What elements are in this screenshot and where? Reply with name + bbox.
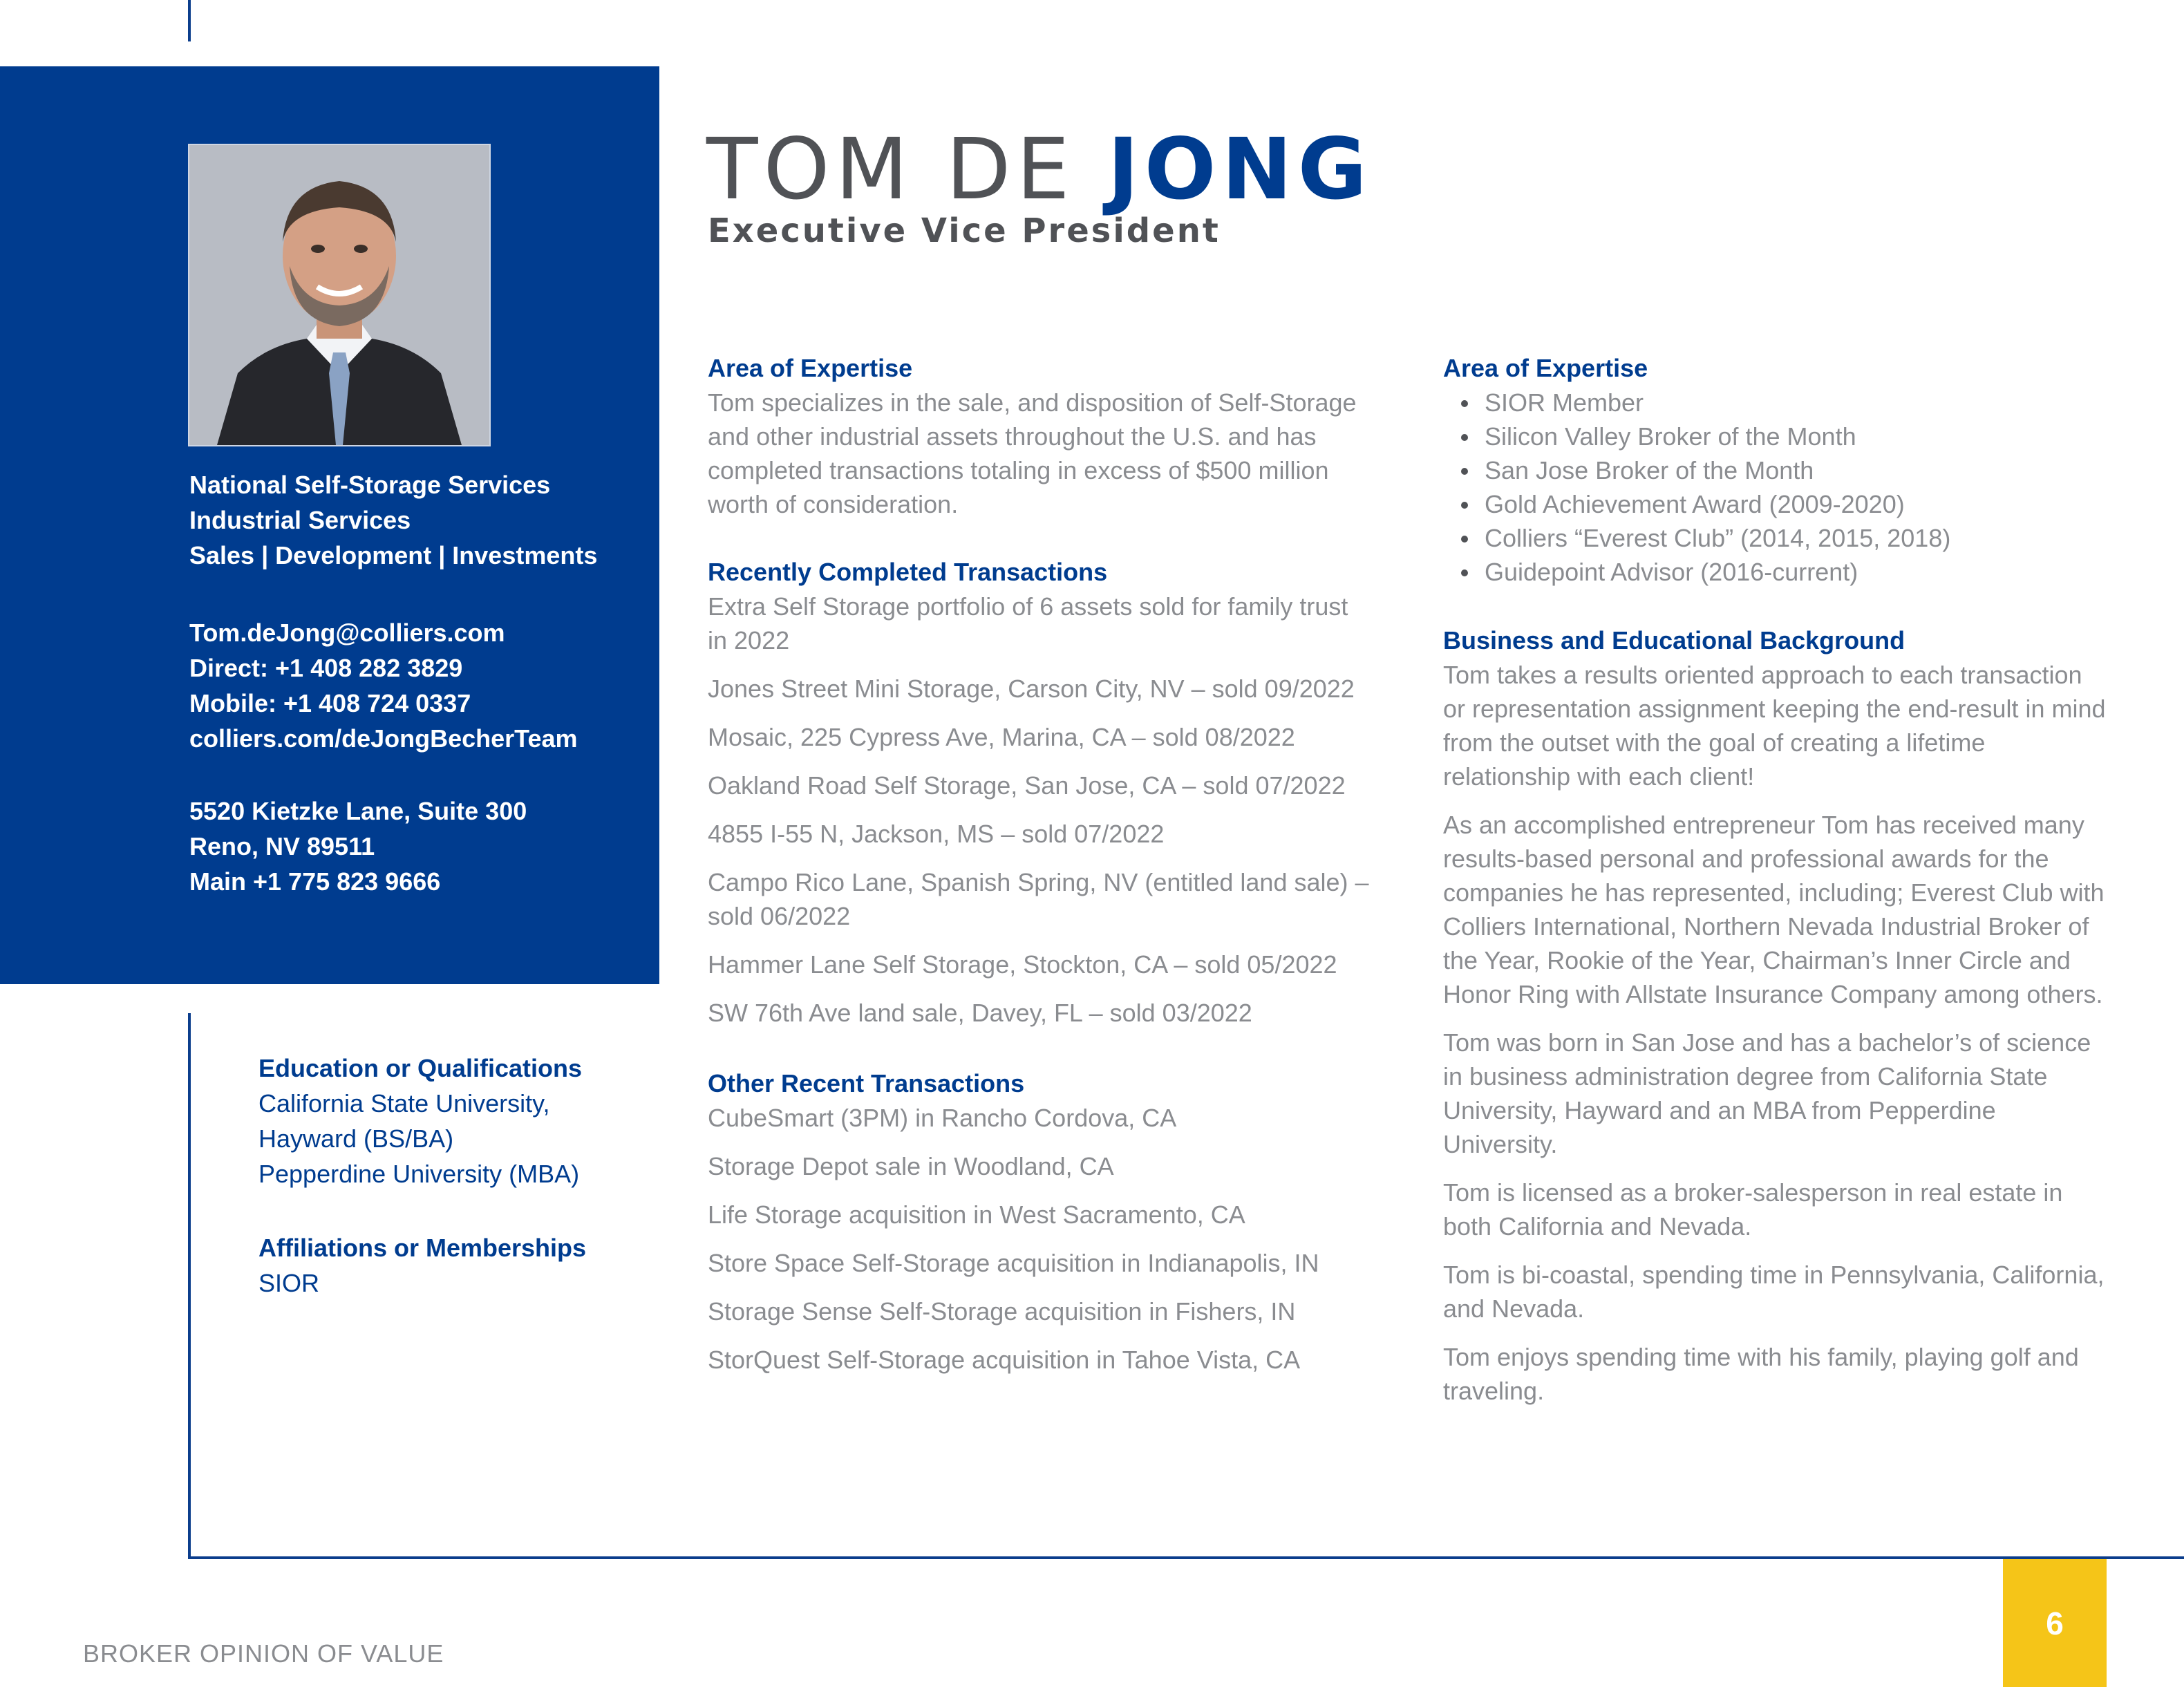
main-phone: Main +1 775 823 9666 [189,867,441,896]
background-paragraph: Tom is bi-coastal, spending time in Pennsylvania, California, and Nevada. [1443,1261,2105,1323]
section-heading: Area of Expertise [1443,354,1648,382]
bullet-item: San Jose Broker of the Month [1443,453,2107,487]
direct-phone: Direct: +1 408 282 3829 [189,654,463,682]
bullet-item: Silicon Valley Broker of the Month [1443,420,2107,453]
service-line: National Self-Storage Services [189,471,551,499]
bullet-item: Guidepoint Advisor (2016-current) [1443,555,2107,589]
bullet-item: Colliers “Everest Club” (2014, 2015, 2018) [1443,521,2107,555]
mobile-phone: Mobile: +1 408 724 0337 [189,689,471,717]
list-item: Storage Sense Self-Storage acquisition in Fishers, IN [708,1297,1296,1326]
email-link[interactable]: Tom.deJong@colliers.com [189,619,505,647]
section-heading: Other Recent Transactions [708,1069,1025,1097]
list-item: Hammer Lane Self Storage, Stockton, CA – sold 05/2022 [708,950,1337,979]
services-block [189,467,597,573]
background-paragraph: Tom was born in San Jose and has a bachelor’s of science in business administration degree from California State University, Hayward and an MBA from Pepperdine University. [1443,1028,2091,1158]
address-block [189,793,527,899]
background-paragraph: Tom takes a results oriented approach to each transaction or representation assignment keeping the end-result in mind from the outset with the goal of creating a lifetime relationship with each client! [1443,661,2106,791]
list-item: Jones Street Mini Storage, Carson City, NV – sold 09/2022 [708,675,1355,703]
expertise-left-section [708,351,1371,521]
service-line: Sales | Development | Investments [189,541,598,569]
service-line: Industrial Services [189,506,411,534]
affiliations-heading: Affiliations or Memberships [258,1234,587,1262]
list-item: Store Space Self-Storage acquisition in Indianapolis, IN [708,1249,1319,1277]
website-link[interactable]: colliers.com/deJongBecherTeam [189,724,578,753]
section-heading: Business and Educational Background [1443,626,1905,654]
address-line: Reno, NV 89511 [189,832,375,860]
background-paragraph: Tom is licensed as a broker-salesperson in real estate in both California and Nevada. [1443,1178,2063,1241]
section-heading: Recently Completed Transactions [708,558,1108,586]
education-line: Pepperdine University (MBA) [258,1160,580,1188]
list-item: Life Storage acquisition in West Sacramento, CA [708,1200,1245,1229]
list-item: Extra Self Storage portfolio of 6 assets sold for family trust in 2022 [708,592,1348,654]
background-paragraph: Tom enjoys spending time with his family, playing golf and traveling. [1443,1343,2079,1405]
background-section [1443,623,2107,1408]
recent-transactions-section [708,555,1371,1030]
list-item: StorQuest Self-Storage acquisition in Tahoe Vista, CA [708,1346,1301,1374]
affiliation-line: SIOR [258,1269,320,1297]
job-title: Executive Vice President [708,211,1221,250]
education-heading: Education or Qualifications [258,1054,583,1082]
expertise-text: Tom specializes in the sale, and disposition of Self-Storage and other industrial assets throughout the U.S. and has completed transactions totaling in excess of $500 million worth of consideration. [708,388,1357,518]
person-portrait-icon [189,145,489,445]
education-line: Hayward (BS/BA) [258,1124,454,1153]
list-item: Oakland Road Self Storage, San Jose, CA – sold 07/2022 [708,771,1346,800]
contact-block [189,615,578,756]
person-name [706,120,1373,218]
list-item: 4855 I-55 N, Jackson, MS – sold 07/2022 [708,820,1165,848]
page-number: 6 [2003,1559,2107,1687]
frame-line-top [188,0,191,41]
education-line: California State University, [258,1089,550,1118]
background-paragraph: As an accomplished entrepreneur Tom has received many results-based personal and professional awards for the companies he has represented, including; Everest Club with Colliers International, Northern Nevada Industrial Broker of the Year, Rookie of the Year, Chairman’s Inner Circle and Honor Ring with Allstate Insurance Company among others. [1443,811,2105,1008]
list-item: SW 76th Ave land sale, Davey, FL – sold 03/2022 [708,999,1252,1027]
frame-line-left [188,1013,191,1559]
expertise-list [1443,386,2107,589]
address-line: 5520 Kietzke Lane, Suite 300 [189,797,527,825]
list-item: Mosaic, 225 Cypress Ave, Marina, CA – sold 08/2022 [708,723,1295,751]
other-transactions-section [708,1066,1371,1377]
list-item: Storage Depot sale in Woodland, CA [708,1152,1114,1180]
list-item: CubeSmart (3PM) in Rancho Cordova, CA [708,1104,1177,1132]
education-block [258,1050,582,1191]
name-first: TOM DE [706,120,1075,218]
section-heading: Area of Expertise [708,354,913,382]
footer-label: BROKER OPINION OF VALUE [83,1639,444,1668]
affiliations-block [258,1230,586,1301]
bullet-item: SIOR Member [1443,386,2107,420]
headshot-photo [188,144,491,446]
frame-line-bottom [188,1556,2184,1559]
bullet-item: Gold Achievement Award (2009-2020) [1443,487,2107,521]
name-last: JONG [1107,120,1373,218]
expertise-right-section [1443,351,2107,589]
list-item: Campo Rico Lane, Spanish Spring, NV (entitled land sale) – sold 06/2022 [708,868,1369,930]
